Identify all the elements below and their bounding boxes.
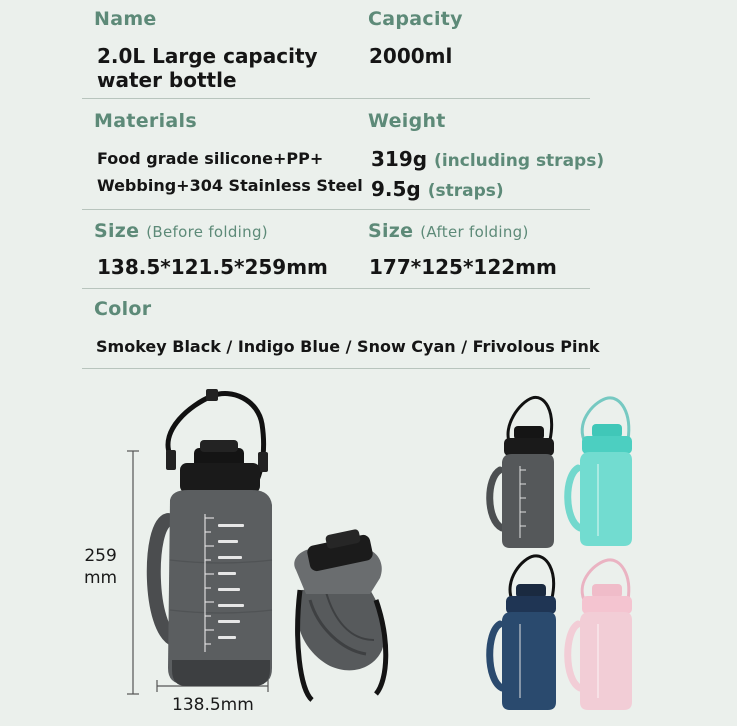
size-after-value: 177*125*122mm bbox=[369, 255, 557, 279]
width-dimension-label: 138.5mm bbox=[172, 695, 254, 715]
name-value: 2.0L Large capacity water bottle bbox=[97, 44, 318, 92]
weight-value: 319g (including straps) 9.5g (straps) bbox=[371, 147, 605, 201]
size-before-label: Size (Before folding) bbox=[94, 220, 268, 242]
bottle-smokey-black bbox=[490, 397, 554, 548]
folded-bottle bbox=[294, 529, 386, 700]
bottle-snow-cyan bbox=[568, 398, 632, 546]
bottle-indigo-blue bbox=[490, 556, 556, 710]
size-after-label: Size (After folding) bbox=[368, 220, 529, 242]
size-before-value: 138.5*121.5*259mm bbox=[97, 255, 328, 279]
color-label: Color bbox=[94, 298, 152, 320]
materials-value: Food grade silicone+PP+ Webbing+304 Stainless Steel bbox=[97, 149, 363, 195]
name-label: Name bbox=[94, 8, 157, 30]
weight-label: Weight bbox=[368, 110, 446, 132]
height-dimension-line bbox=[127, 451, 139, 694]
capacity-label: Capacity bbox=[368, 8, 463, 30]
color-value: Smokey Black / Indigo Blue / Snow Cyan / Frivolous Pink bbox=[96, 337, 600, 356]
capacity-value: 2000ml bbox=[369, 44, 453, 68]
height-dimension-label: 259 mm bbox=[84, 546, 118, 588]
materials-label: Materials bbox=[94, 110, 197, 132]
bottle-frivolous-pink bbox=[568, 560, 632, 710]
